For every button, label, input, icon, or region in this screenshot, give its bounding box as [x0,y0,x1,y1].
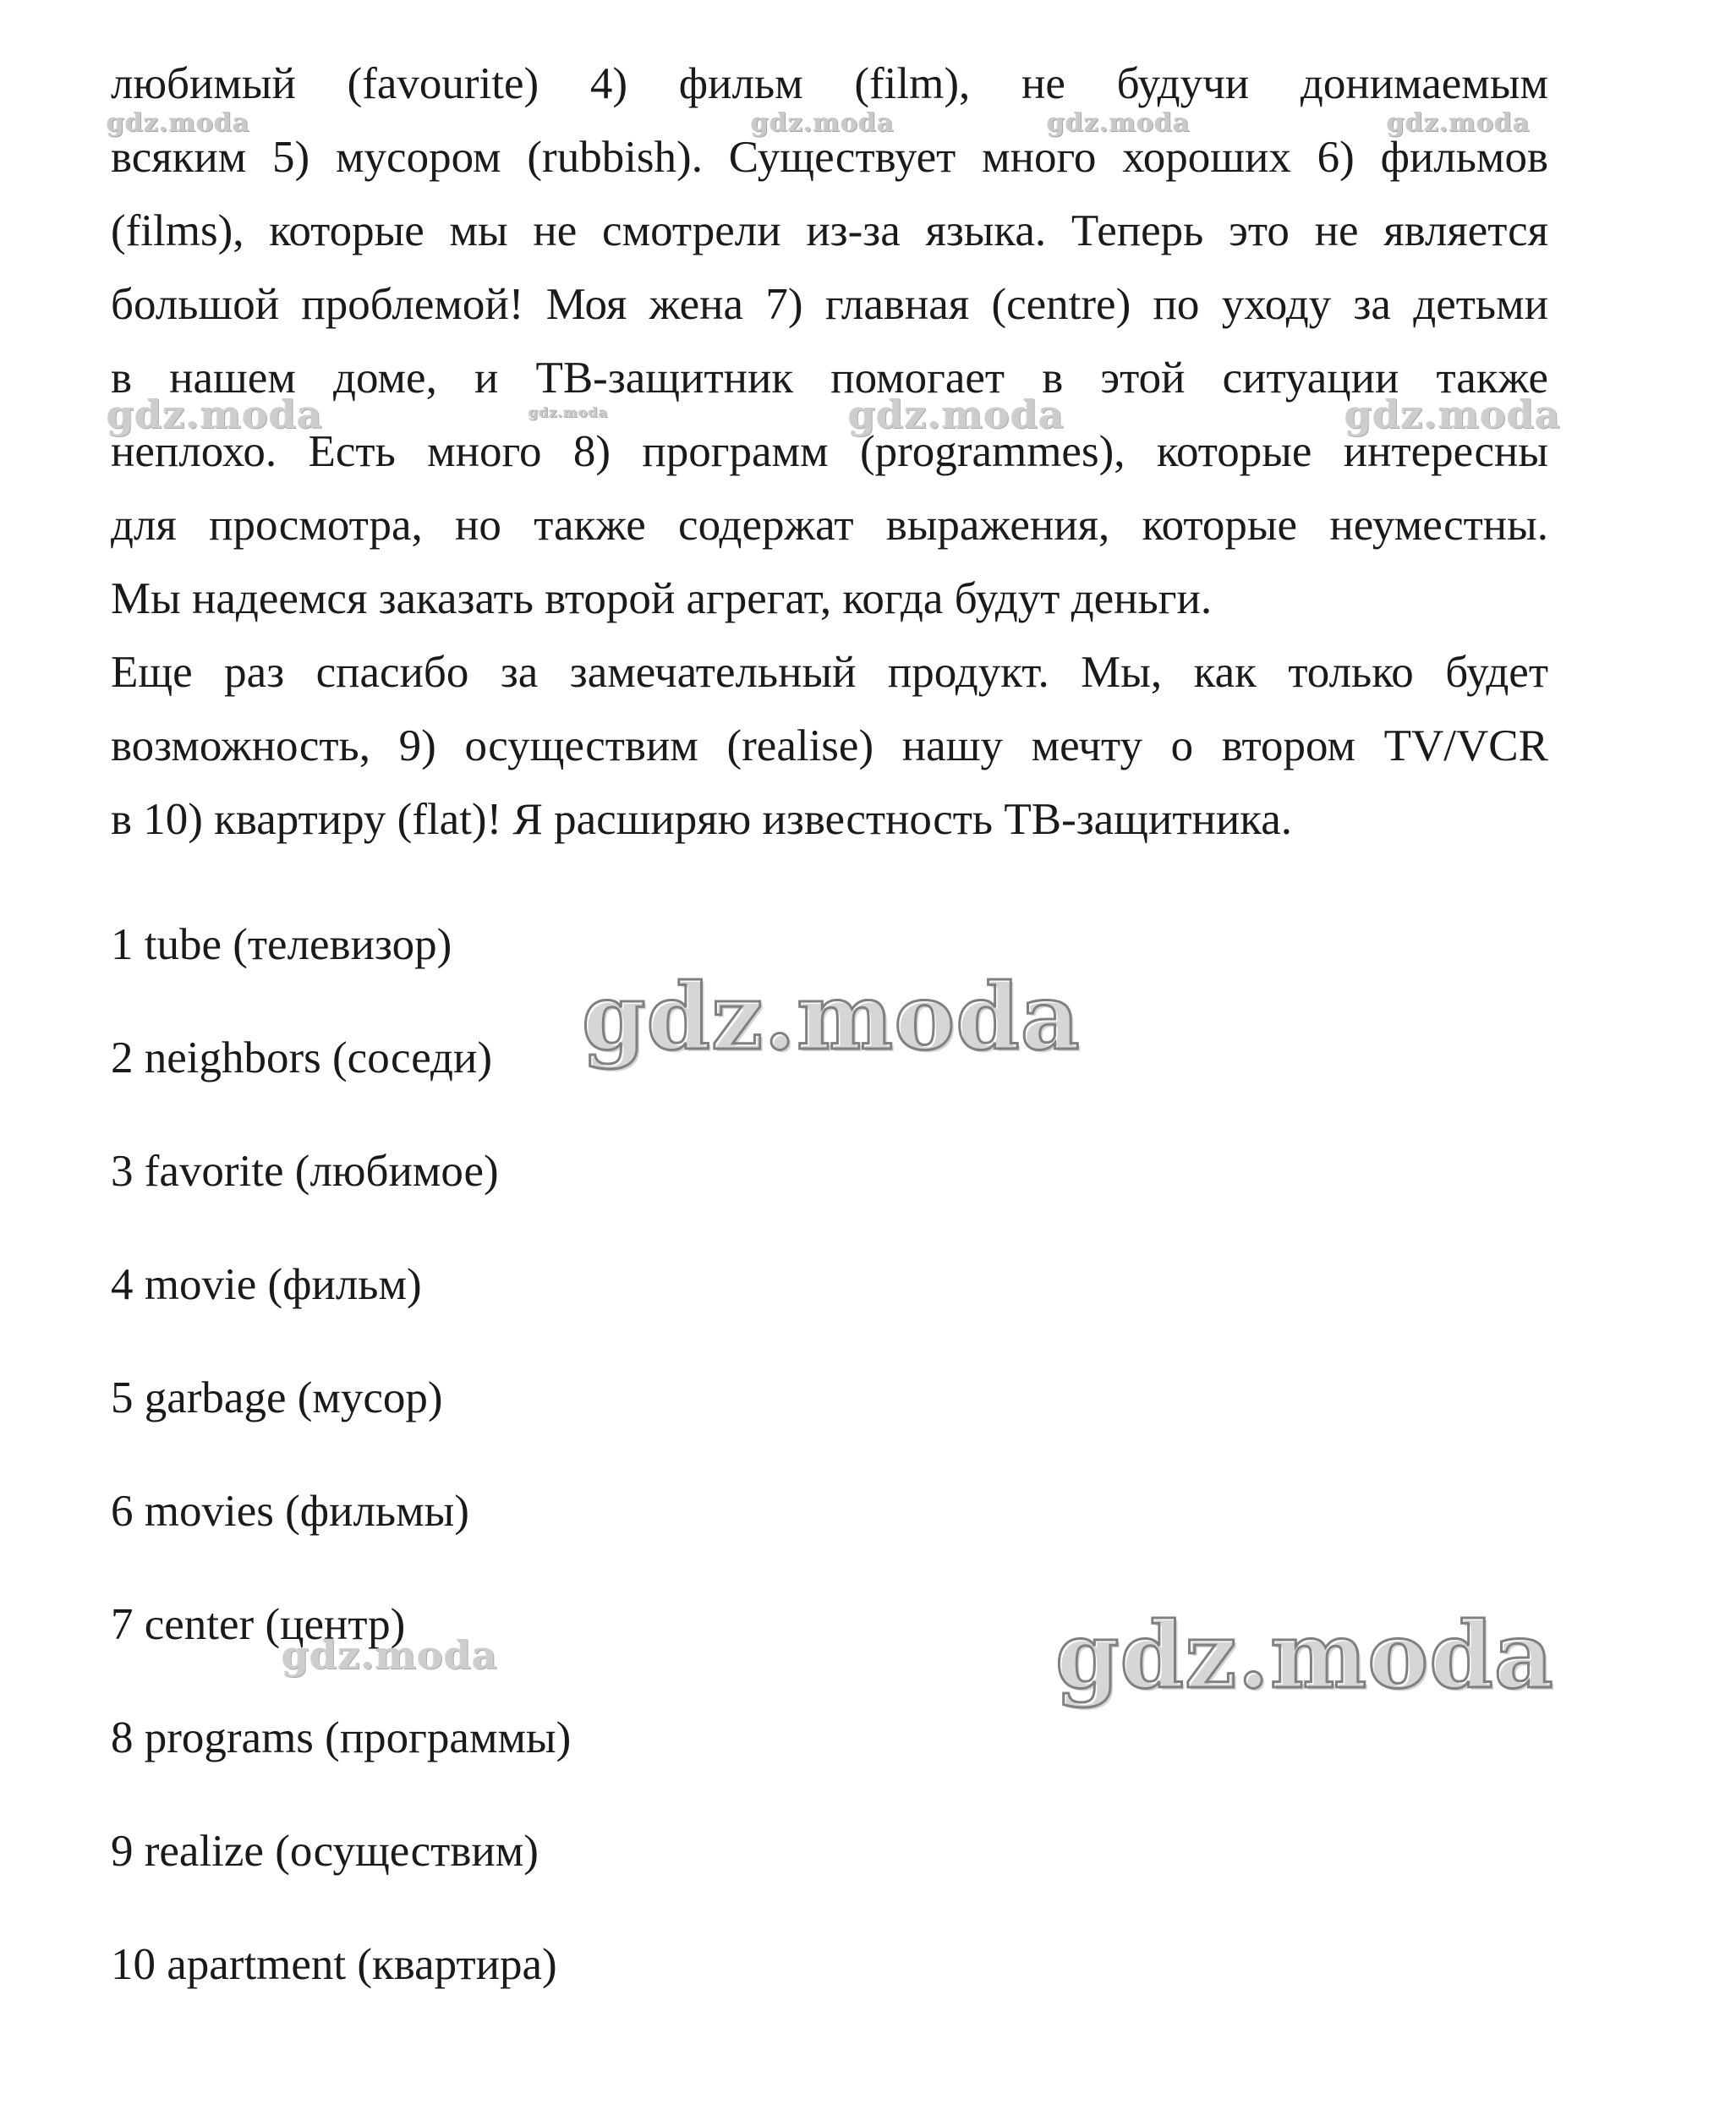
watermark-logo: gdz.moda [528,404,609,420]
paragraph-line: Еще раз спасибо за замечательный продукт. Мы, как только будет [111,648,1548,697]
document-page [111,47,1548,857]
paragraph-line: для просмотра, но также содержат выражения, которые неуместны. [111,501,1548,550]
letter-paragraph [111,47,1548,857]
paragraph-line: возможность, 9) осуществим (realise) нашу мечту о втором TV/VCR [111,721,1548,770]
vocabulary-item: 3 favorite (любимое) [111,1147,499,1196]
vocabulary-item: 2 neighbors (соседи) [111,1033,492,1082]
vocabulary-item: 4 movie (фильм) [111,1260,422,1309]
watermark-logo: gdz.moda [1387,108,1531,138]
paragraph-line: в 10) квартиру (flat)! Я расширяю известность ТВ-защитника. [111,795,1292,844]
watermark-logo: gdz.moda [1344,392,1561,437]
vocabulary-item: 1 tube (телевизор) [111,920,452,969]
watermark-logo: gdz.moda [848,392,1065,437]
paragraph-line: любимый (favourite) 4) фильм (film), не будучи донимаемым [111,59,1548,108]
vocabulary-item: 7 center (центр) [111,1600,406,1649]
watermark-logo: gdz.moda [107,108,250,138]
paragraph-line: в нашем доме, и ТВ-защитник помогает в этой ситуации также [111,353,1548,403]
vocabulary-list [111,888,571,2021]
watermark-logo: gdz.moda [1047,108,1191,138]
paragraph-line: неплохо. Есть много 8) программ (programmes), которые интересны [111,427,1548,476]
vocabulary-item: 9 realize (осуществим) [111,1827,539,1876]
paragraph-line: большой проблемой! Моя жена 7) главная (centre) по уходу за детьми [111,280,1548,329]
vocabulary-item: 8 programs (программы) [111,1713,572,1762]
watermark-logo: gdz.moda [282,1632,498,1678]
paragraph-line: Мы надеемся заказать второй агрегат, когда будут деньги. [111,574,1213,623]
vocabulary-item: 10 apartment (квартира) [111,1940,557,1989]
paragraph-line: (films), которые мы не смотрели из-за языка. Теперь это не является [111,206,1548,255]
watermark-logo-large: gdz.moda [582,964,1081,1071]
vocabulary-item: 6 movies (фильмы) [111,1487,469,1536]
watermark-logo: gdz.moda [107,392,323,437]
paragraph-line: всяким 5) мусором (rubbish). Существует много хороших 6) фильмов [111,133,1548,182]
vocabulary-item: 5 garbage (мусор) [111,1373,443,1422]
watermark-logo-large: gdz.moda [1055,1603,1554,1709]
watermark-logo: gdz.moda [751,108,895,138]
